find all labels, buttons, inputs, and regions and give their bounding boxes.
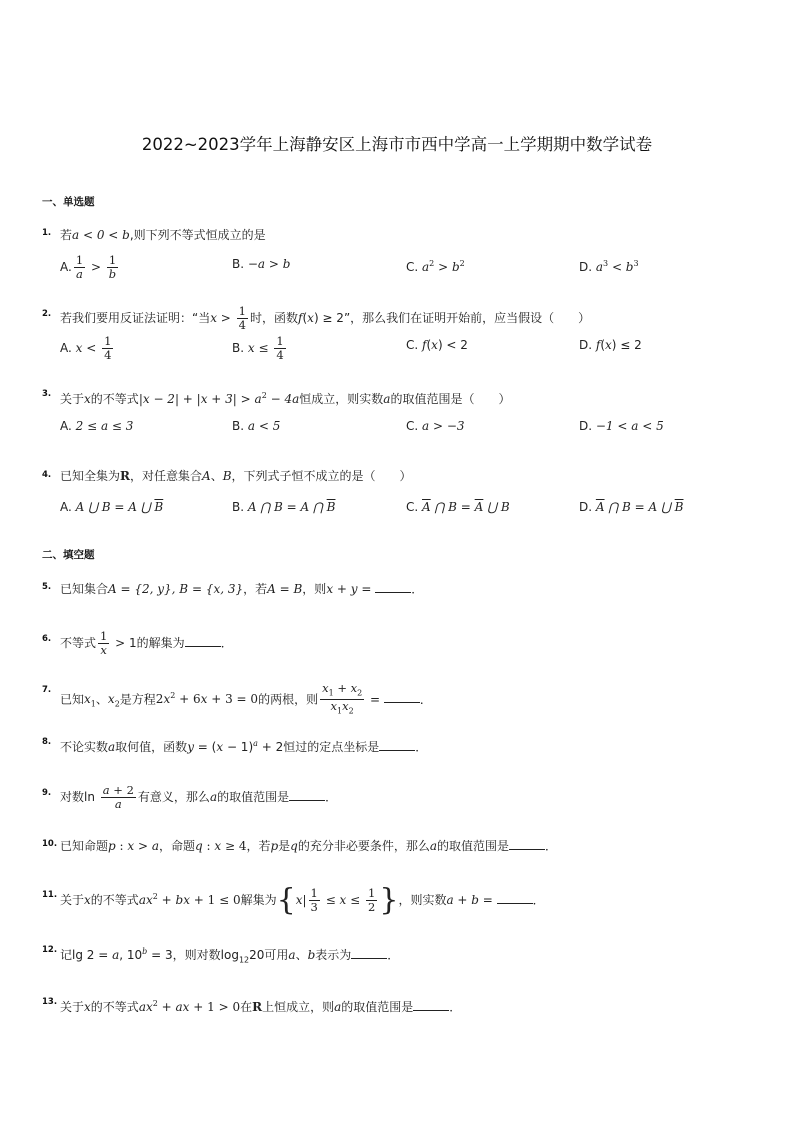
q11-answer-blank[interactable] bbox=[497, 891, 533, 904]
q4-stem: 已知全集为R，对任意集合A、B，下列式子恒不成立的是（ ） bbox=[60, 469, 412, 483]
q4-option-c[interactable]: C. $\overline{A}$ ⋂ $B = \overline{A}$ ⋃ B bbox=[406, 500, 510, 514]
q1-number: 1. bbox=[42, 228, 52, 238]
q11-stem: 关于x的不等式$ax^2$ + bx + 1 ≤ 0解集为{x| $\frac{1}{3}$ ≤ x ≤ $\frac{1}{2}$ }，则实数a + b = ． bbox=[60, 882, 545, 918]
q10-number: 10. bbox=[42, 839, 58, 849]
q6-number: 6. bbox=[42, 634, 52, 644]
page-title: 2022~2023学年上海静安区上海市市西中学高一上学期期中数学试卷 bbox=[141, 135, 653, 154]
q3-option-c[interactable]: C. a > −3 bbox=[406, 419, 465, 433]
section-single-choice: 一、单选题 bbox=[42, 196, 95, 208]
q1-stem: 若a < 0 < b,则下列不等式恒成立的是 bbox=[60, 228, 266, 242]
q13-answer-blank[interactable] bbox=[413, 998, 449, 1011]
q10-answer-blank[interactable] bbox=[509, 837, 545, 850]
q5-answer-blank[interactable] bbox=[375, 580, 411, 593]
q3-number: 3. bbox=[42, 389, 52, 399]
q1-option-d[interactable]: D. $a^3 < b^3$ bbox=[579, 259, 639, 274]
q7-answer-blank[interactable] bbox=[384, 690, 420, 703]
q2-option-a[interactable]: A. x < $\frac{1}{4}$ bbox=[60, 334, 112, 362]
q3-option-d[interactable]: D. −1 < a < 5 bbox=[579, 419, 664, 433]
q2-number: 2. bbox=[42, 309, 52, 319]
q13-stem: 关于x的不等式$ax^2$ + ax + 1 > 0在R上恒成立，则a的取值范围是 ． bbox=[60, 999, 462, 1014]
q1-option-b[interactable]: B. −a > b bbox=[232, 257, 291, 271]
q2-stem: 若我们要用反证法证明：“当x > $\frac{1}{4}$ 时，函数f(x) ≥ 2”，那么我们在证明开始前，应当假设（ ） bbox=[60, 304, 591, 332]
q2-option-c[interactable]: C. f(x) < 2 bbox=[406, 338, 468, 352]
q1-option-c[interactable]: C. $a^2 > b^2$ bbox=[406, 259, 465, 274]
q5-number: 5. bbox=[42, 582, 52, 592]
q11-number: 11. bbox=[42, 890, 58, 900]
q9-stem: 对数ln $\frac{a + 2}{a}$ 有意义，那么a的取值范围是 ． bbox=[60, 783, 338, 811]
q2-option-d[interactable]: D. f(x) ≤ 2 bbox=[579, 338, 642, 352]
q8-stem: 不论实数a取何值，函数$y = (x - 1)^a + 2$恒过的定点坐标是 ． bbox=[60, 739, 428, 754]
q12-number: 12. bbox=[42, 945, 58, 955]
section-fill-blank: 二、填空题 bbox=[42, 549, 95, 561]
q12-answer-blank[interactable] bbox=[351, 946, 387, 959]
q8-answer-blank[interactable] bbox=[379, 738, 415, 751]
q2-option-b[interactable]: B. x ≤ $\frac{1}{4}$ bbox=[232, 334, 284, 362]
q3-option-b[interactable]: B. a < 5 bbox=[232, 419, 281, 433]
q9-number: 9. bbox=[42, 788, 52, 798]
q5-stem: 已知集合A = {2, y}, B = {x, 3}，若A = B，则x + y = ． bbox=[60, 582, 424, 596]
q4-option-a[interactable]: A. A ⋃ B = A ⋃ $\overline{B}$ bbox=[60, 500, 164, 514]
q3-stem: 关于x的不等式$|x - 2| + |x + 3| > a^2 - 4a$恒成立，则实数a的取值范围是（ ） bbox=[60, 391, 511, 406]
q10-stem: 已知命题p : x > a，命题q : x ≥ 4，若p是q的充分非必要条件，那么a的取值范围是 ． bbox=[60, 839, 558, 853]
q4-option-d[interactable]: D. $\overline{A}$ ⋂ B = A ⋃ $\overline{B}$ bbox=[579, 500, 684, 514]
q3-option-a[interactable]: A. 2 ≤ a ≤ 3 bbox=[60, 419, 134, 433]
q6-answer-blank[interactable] bbox=[185, 634, 221, 647]
q7-stem: 已知$x_1$、$x_2$是方程$2x^2 + 6x + 3 = 0$的两根，则 $\frac{x_1 + x_2}{x_1x_2}$ = ． bbox=[60, 681, 432, 716]
q12-stem: 记lg 2 = a, $10^b = 3$，则对数$\log_{12}20$可用a、b表示为 ． bbox=[60, 947, 400, 965]
q4-number: 4. bbox=[42, 470, 52, 480]
q9-answer-blank[interactable] bbox=[289, 788, 325, 801]
q1-option-a[interactable]: A. $\frac{1}{a}$ > $\frac{1}{b}$ bbox=[60, 253, 117, 281]
q6-stem: 不等式 $\frac{1}{x}$ > 1的解集为 ． bbox=[60, 629, 233, 657]
q8-number: 8. bbox=[42, 737, 52, 747]
q7-number: 7. bbox=[42, 685, 52, 695]
q4-option-b[interactable]: B. A ⋂ B = A ⋂ $\overline{B}$ bbox=[232, 500, 336, 514]
q13-number: 13. bbox=[42, 997, 58, 1007]
